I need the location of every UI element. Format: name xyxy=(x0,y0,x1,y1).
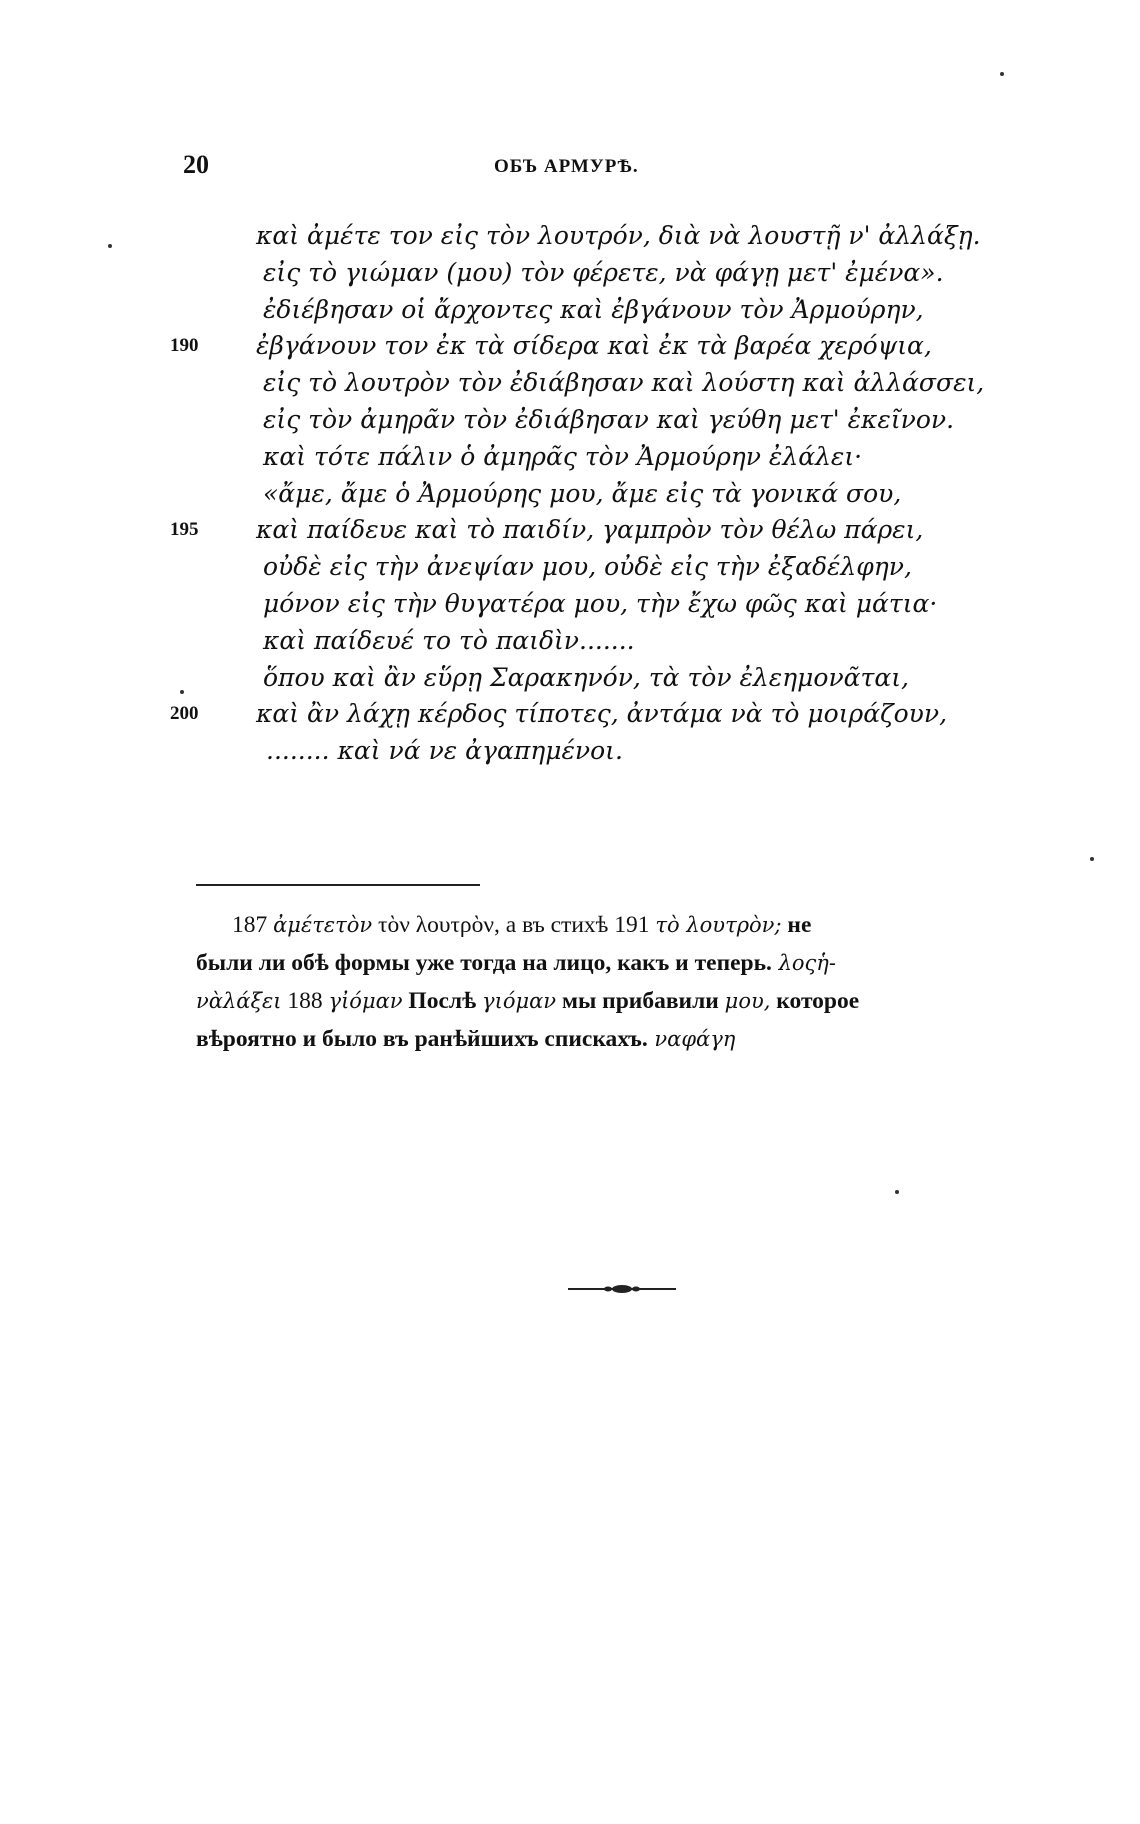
footnote-text: которое xyxy=(770,988,860,1014)
footnote xyxy=(196,906,1031,1058)
verse-line xyxy=(170,623,1030,660)
footnote-text: вѣроятно и было въ ранѣйшихъ спискахъ. xyxy=(196,1026,648,1052)
print-speck xyxy=(895,1190,899,1194)
verse-text: ὅπου καὶ ἂν εὕρῃ Σαρακηνόν, τὰ τὸν ἐλεημονᾶται, xyxy=(263,662,909,692)
verse-line xyxy=(170,328,1030,365)
footnote-greek: γιόμαν xyxy=(482,989,557,1013)
footnote-divider xyxy=(196,884,480,886)
footnote-text: Послѣ xyxy=(402,988,483,1014)
verse-text: εἰς τὸ γιώμαν (μου) τὸν φέρετε, νὰ φάγῃ μετ' ἐμένα». xyxy=(263,257,944,287)
verse-line xyxy=(170,439,1030,476)
verse-line xyxy=(170,476,1030,513)
footnote-text: мы прибавили xyxy=(556,988,725,1014)
verse-line xyxy=(170,255,1030,292)
verse-line xyxy=(170,586,1030,623)
verse-text: ἐδιέβησαν οἱ ἄρχοντες καὶ ἐβγάνουν τὸν Ἀρμούρην, xyxy=(263,294,924,324)
verse-line xyxy=(170,549,1030,586)
footnote-line xyxy=(196,906,1031,944)
verse-text: καὶ ἂν λάχῃ κέρδος τίποτες, ἀντάμα νὰ τὸ μοιράζουν, xyxy=(256,699,948,729)
footnote-greek: τὸ λουτρὸν; xyxy=(655,913,782,937)
footnote-greek: γἰόμαν xyxy=(328,989,403,1013)
ornament-rule xyxy=(568,1284,676,1294)
verse-line xyxy=(170,292,1030,329)
footnote-line xyxy=(196,944,1031,982)
verse-line xyxy=(170,402,1030,439)
running-head: ОБЪ АРМУРѢ. xyxy=(494,156,639,177)
verse-text: καὶ παίδευε καὶ τὸ παιδίν, γαμπρὸν τὸν θέλω πάρει, xyxy=(256,515,924,545)
verse-text: ἐβγάνουν τον ἐκ τὰ σίδερα καὶ ἐκ τὰ βαρέα χερόψια, xyxy=(256,331,932,361)
print-speck xyxy=(180,690,184,694)
verse-line xyxy=(170,365,1030,402)
verse-text: «ἄμε, ἄμε ὁ Ἀρμούρης μου, ἄμε εἰς τὰ γονικά σου, xyxy=(263,478,902,508)
footnote-text: не xyxy=(781,912,812,938)
verse-text: καὶ παίδευέ το τὸ παιδὶν....... xyxy=(263,625,635,655)
footnote-text: τὸν λουτρὸν, а въ стихѣ 191 xyxy=(372,912,656,938)
verse-number: 190 xyxy=(170,335,199,357)
verse-text: εἰς τὸν ἀμηρᾶν τὸν ἐδιάβησαν καὶ γεύθη μετ' ἐκεῖνον. xyxy=(263,404,955,434)
footnote-greek: ναφάγη xyxy=(647,1027,736,1051)
verse-line xyxy=(170,696,1030,733)
verse-block xyxy=(170,218,1030,770)
verse-number: 200 xyxy=(170,703,199,725)
verse-text: μόνον εἰς τὴν θυγατέρα μου, τὴν ἔχω φῶς καὶ μάτια· xyxy=(263,588,938,618)
footnote-greek: νὰλάξει xyxy=(196,989,282,1013)
footnote-greek: ἀμέτετὸν xyxy=(273,913,373,937)
footnote-text: 188 xyxy=(281,988,329,1014)
print-speck xyxy=(1000,72,1004,76)
verse-text: ........ καὶ νά νε ἀγαπημένοι. xyxy=(266,736,623,766)
verse-text: εἰς τὸ λουτρὸν τὸν ἐδιάβησαν καὶ λούστη καὶ ἀλλάσσει, xyxy=(263,368,985,398)
verse-text: καὶ ἀμέτε τον εἰς τὸν λουτρόν, διὰ νὰ λουστῇ ν' ἀλλάξῃ. xyxy=(256,221,981,250)
footnote-greek: λοςἡ- xyxy=(771,951,836,975)
verse-line xyxy=(170,218,1030,255)
verse-line xyxy=(170,733,1030,770)
footnote-line xyxy=(196,1020,1031,1058)
page-number: 20 xyxy=(183,150,209,179)
verse-line xyxy=(170,660,1030,697)
verse-text: καὶ τότε πάλιν ὁ ἀμηρᾶς τὸν Ἀρμούρην ἐλάλει· xyxy=(263,441,863,471)
footnote-text: были ли обѣ формы уже тогда на лицо, какъ и теперь. xyxy=(196,950,772,976)
footnote-line xyxy=(196,982,1031,1020)
footnote-greek: μου, xyxy=(724,989,771,1013)
verse-number: 195 xyxy=(170,519,199,541)
verse-line xyxy=(170,512,1030,549)
print-speck xyxy=(1090,857,1094,861)
footnote-text: 187 xyxy=(232,912,274,938)
verse-text: οὐδὲ εἰς τὴν ἀνεψίαν μου, οὐδὲ εἰς τὴν ἐξαδέλφην, xyxy=(263,552,912,582)
print-speck xyxy=(108,244,112,248)
